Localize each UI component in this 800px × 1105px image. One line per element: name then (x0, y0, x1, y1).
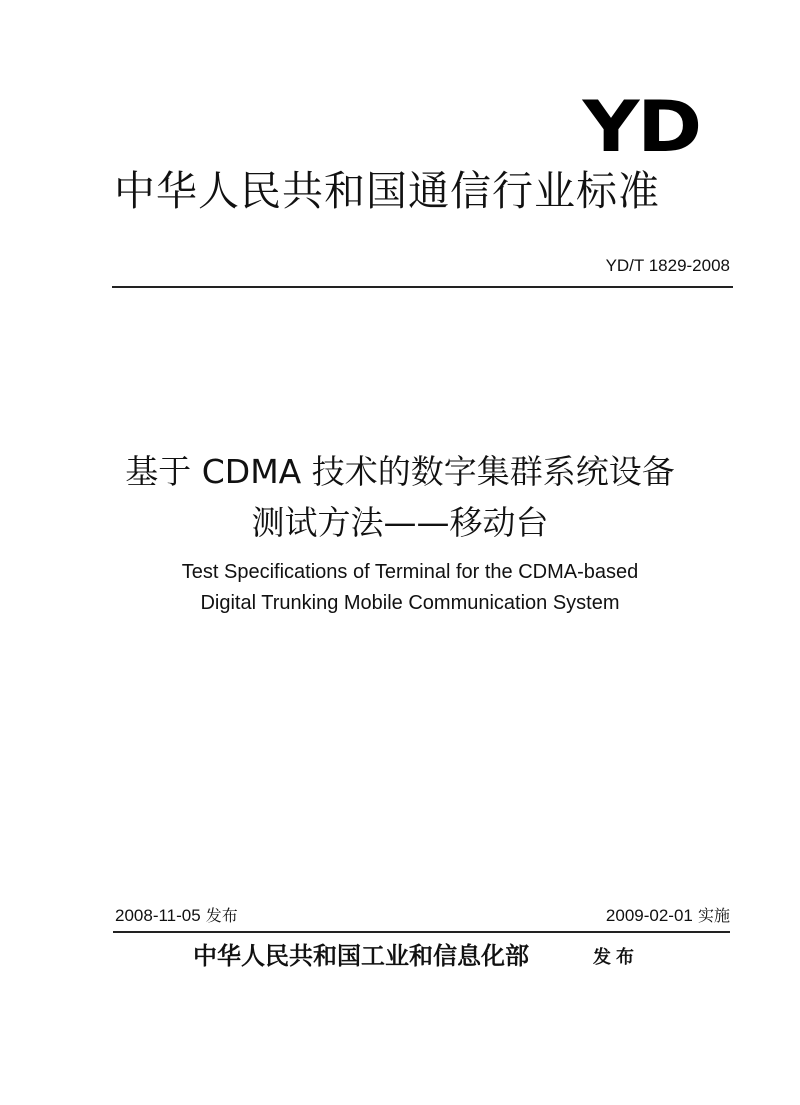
issue-date-block (115, 906, 238, 926)
standard-category-title: 中华人民共和国通信行业标准 (114, 167, 660, 215)
yd-logo: YD (582, 86, 700, 168)
issue-date: 2008-11-05 (115, 906, 201, 925)
issue-label: 发布 (205, 906, 238, 925)
english-title-line-1: Test Specifications of Terminal for the CDMA-based (181, 561, 639, 583)
footer-divider (113, 931, 730, 933)
chinese-title-line-1: 基于 CDMA 技术的数字集群系统设备 (125, 452, 675, 491)
implementation-date-block (606, 906, 730, 926)
implementation-date: 2009-02-01 (605, 906, 693, 925)
implementation-label: 实施 (697, 906, 730, 925)
chinese-title-line-2: 测试方法——移动台 (251, 503, 549, 542)
issuing-action: 发布 (593, 947, 639, 968)
english-title-line-2: Digital Trunking Mobile Communication System (200, 592, 620, 614)
issuing-authority: 中华人民共和国工业和信息化部 (193, 941, 529, 970)
header-divider (112, 286, 733, 288)
standard-number: YD/T 1829-2008 (605, 256, 730, 275)
